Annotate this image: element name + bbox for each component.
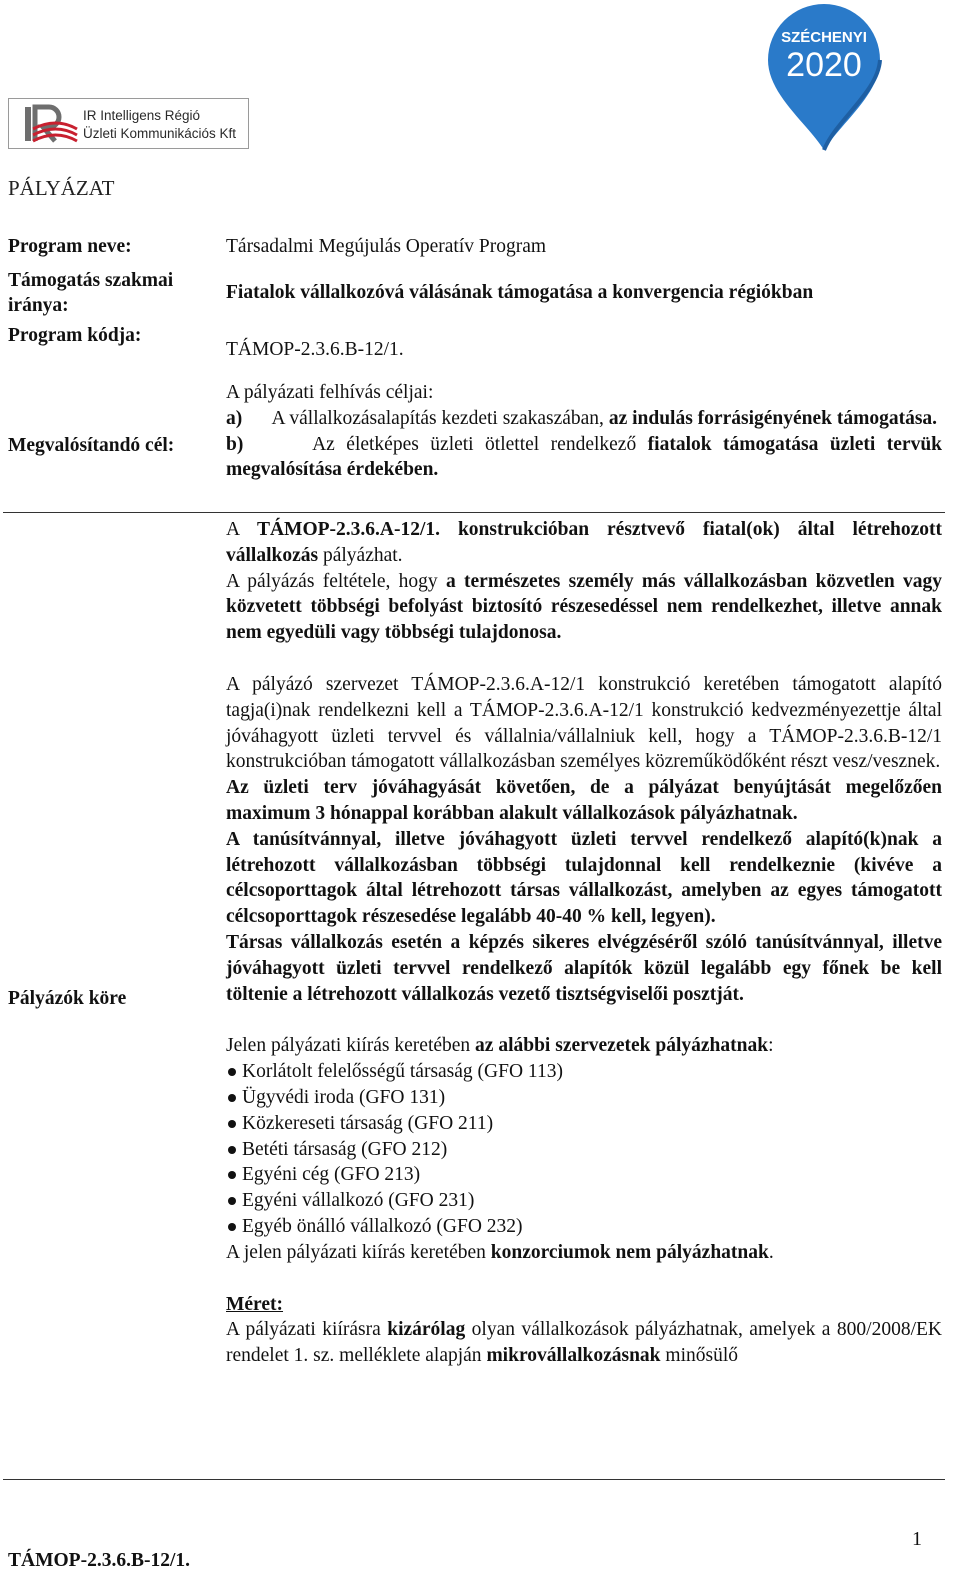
applicants-p7: Jelen pályázati kiírás keretében az alábbi szervezetek pályázhatnak: [226,1035,774,1057]
footer-program-code: TÁMOP-2.3.6.B-12/1. [8,1550,190,1571]
ir-logo [8,98,249,149]
divider-top [3,512,945,513]
list-item: Egyéni vállalkozó (GFO 231) [226,1188,942,1214]
program-name-value: Társadalmi Megújulás Operatív Program [226,236,547,257]
szechenyi-2020-logo [766,2,882,152]
size-heading: Méret: [226,1293,284,1315]
page-number: 1 [912,1528,922,1550]
applicants-p8: A jelen pályázati kiírás keretében konzorciumok nem pályázhatnak. [226,1241,774,1263]
applicants-p1: A TÁMOP-2.3.6.A-12/1. konstrukcióban résztvevő fiatal(ok) által létrehozott vállalkozás pályázhat. [226,519,943,566]
applicants-p6: Társas vállalkozás esetén a képzés sikeres elvégzéséről szóló tanúsítvánnyal, illetve jóváhagyott üzleti tervvel rendelkező alapítók közül legalább egy főnek be kell töltenie a létrehozott vállalkozás vezető tisztségviselői posztját. [226,931,942,1005]
szechenyi-word: SZÉCHENYI [781,29,867,46]
applicants-p9: A pályázati kiírásra kizárólag olyan vállalkozások pályázhatnak, amelyek a 800/2008/EK rendelet 1. sz. melléklete alapján mikrovállalkozásnak minősülő [226,1319,942,1367]
ir-logo-line2: Üzleti Kommunikációs Kft [83,126,237,141]
direction-label: Támogatás szakmai iránya: [8,270,174,316]
list-item: Közkereseti társaság (GFO 211) [226,1111,942,1137]
list-item: Korlátolt felelősségű társaság (GFO 113) [226,1059,942,1085]
applicants-p5: A tanúsítvánnyal, illetve jóváhagyott üzleti tervvel rendelkező alapító(k)nak a létrehozott vállalkozásban többségi tulajdonnal kell rendelkeznie (kivéve a célcsoporttagok által létrehozott társas vállalkozást, amelyben az egyes támogatott célcsoporttagok részesedése legalább 40-40 % kell, legyen). [226,828,942,928]
applicants-p2: A pályázás feltétele, hogy a természetes személy más vállalkozásban közvetlen vagy közvetett többségi befolyást biztosító részesedéssel nem rendelkezhet, illetve annak nem egyedüli vagy többségi tulajdonosa. [226,570,942,644]
program-name-label: Program neve: [8,236,132,257]
code-value: TÁMOP-2.3.6.B-12/1. [226,339,404,360]
applicants-label: Pályázók köre [8,988,127,1009]
goal-intro: A pályázati felhívás céljai: [226,382,434,403]
list-item: Egyéni cég (GFO 213) [226,1162,942,1188]
divider-bottom [3,1479,945,1480]
goal-item-a: a) A vállalkozásalapítás kezdeti szakaszában, az indulás forrásigényének támogatása. [226,407,938,429]
szechenyi-year: 2020 [786,46,862,84]
ir-logo-line1: IR Intelligens Régió [83,108,201,123]
list-item: Egyéb önálló vállalkozó (GFO 232) [226,1214,942,1240]
list-item: Betéti társaság (GFO 212) [226,1137,942,1163]
page-title: PÁLYÁZAT [8,176,115,200]
goal-section [226,380,942,483]
code-label: Program kódja: [8,325,142,346]
applicants-section [226,517,942,1369]
ir-emblem-icon [11,99,81,148]
goal-label: Megvalósítandó cél: [8,435,175,456]
applicants-p3: A pályázó szervezet TÁMOP-2.3.6.A-12/1 konstrukció keretében támogatott alapító tagja(i)nak rendelkezni kell a TÁMOP-2.3.6.A-12/1 konstrukció kedvezményezettje által jóváhagyott üzleti tervvel és vállalnia/vállalniuk kell, hogy a TÁMOP-2.3.6.B-12/1 konstrukcióban támogatott vállalkozásban személyes közreműködőként részt vesz/vesznek. [226,673,942,773]
applicants-p4: Az üzleti terv jóváhagyását követően, de a pályázat benyújtását megelőzően maximum 3 hónappal korábban alakult vállalkozások pályázhatnak. [226,777,942,824]
goal-item-b: b) Az életképes üzleti ötlettel rendelkező fiatalok támogatása üzleti tervük megvalósítása érdekében. [226,433,943,481]
org-list [226,1059,942,1240]
direction-value: Fiatalok vállalkozóvá válásának támogatása a konvergencia régiókban [226,282,814,303]
list-item: Ügyvédi iroda (GFO 131) [226,1085,942,1111]
